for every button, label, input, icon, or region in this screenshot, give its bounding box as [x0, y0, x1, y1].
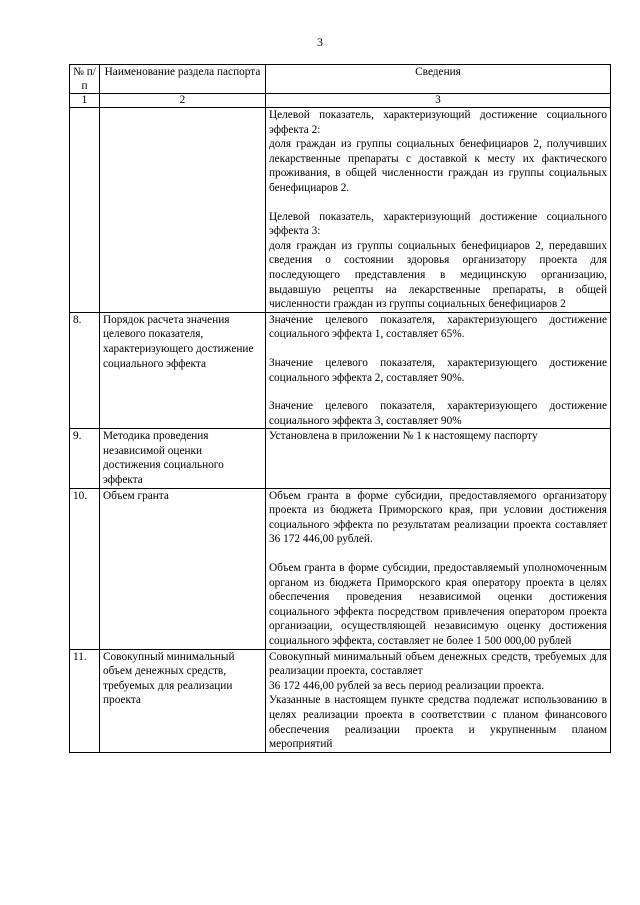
- table-row-11: [70, 649, 611, 752]
- row-num: 10.: [70, 488, 100, 649]
- info-paragraph: доля граждан из группы социальных бенефициаров 2, передавших сведения о состоянии здоровья организатору проекта для последующего представления в медицинскую организацию, выдавшую рецепты на лекарственные препараты, в общей численности граждан из группы социальных бенефициаров 2: [269, 239, 607, 311]
- row-info-cell: [266, 429, 611, 488]
- header-num: № п/п: [70, 65, 100, 94]
- passport-table: [69, 64, 611, 753]
- row-num: 9.: [70, 429, 100, 488]
- row-info-cell: [266, 312, 611, 429]
- row-info-cell: [266, 108, 611, 313]
- info-paragraph: Совокупный минимальный объем денежных средств, требуемых для реализации проекта, составляет: [269, 650, 607, 678]
- row-name: Методика проведения независимой оценки достижения социального эффекта: [100, 429, 266, 488]
- table-row-10: [70, 488, 611, 649]
- info-paragraph: Указанные в настоящем пункте средства подлежат использованию в целях реализации проекта в соответствии с планом финансового обеспечения реализации проекта и укрупненным планом мероприятий: [269, 694, 607, 751]
- table-row-continuation: [70, 108, 611, 313]
- info-paragraph: Установлена в приложении № 1 к настоящему паспорту: [269, 430, 538, 443]
- row-num-cell: [70, 108, 100, 313]
- row-name: Объем гранта: [100, 488, 266, 649]
- table-header-row: [70, 65, 611, 94]
- row-num: 11.: [70, 649, 100, 752]
- info-paragraph: Целевой показатель, характеризующий достижение социального эффекта 3:: [269, 210, 607, 238]
- row-name: Совокупный минимальный объем денежных средств, требуемых для реализации проекта: [100, 649, 266, 752]
- info-paragraph: Значение целевого показателя, характеризующего достижение социального эффекта 3, составляет 90%: [269, 400, 607, 427]
- row-num: 8.: [70, 312, 100, 429]
- header-name: Наименование раздела паспорта: [100, 65, 266, 94]
- info-paragraph: Целевой показатель, характеризующий достижение социального эффекта 2:: [269, 109, 607, 136]
- page-number: 3: [317, 35, 323, 49]
- row-info-cell: [266, 488, 611, 649]
- info-paragraph: Значение целевого показателя, характеризующего достижение социального эффекта 1, составляет 65%.: [269, 313, 607, 341]
- table-row-8: [70, 312, 611, 429]
- column-number-2: 2: [100, 94, 266, 108]
- info-paragraph: Объем гранта в форме субсидии, предоставляемого организатору проекта из бюджета Приморского края, при условии достижения социального эффекта по результатам реализации проекта составляет 36 172 446,00 рублей.: [269, 489, 607, 546]
- info-paragraph: Объем гранта в форме субсидии, предоставляемый уполномоченным органом из бюджета Приморского края оператору проекта в целях обеспечения проведения независимой оценки достижения социального эффекта посредством привлечения оператором проекта организации, осуществляющей независимую оценку достижения социального эффекта, составляет не более 1 500 000,00 рублей: [269, 562, 607, 647]
- column-number-3: 3: [266, 94, 611, 108]
- row-name-cell: [100, 108, 266, 313]
- column-number-row: [70, 94, 611, 108]
- info-paragraph: доля граждан из группы социальных бенефициаров 2, получивших лекарственные препараты с доставкой к месту их фактического проживания, в общей численности граждан из группы социальных бенефициаров 2.: [269, 138, 607, 194]
- info-paragraph: Значение целевого показателя, характеризующего достижение социального эффекта 2, составляет 90%.: [269, 356, 607, 384]
- column-number-1: 1: [70, 94, 100, 108]
- table-row-9: [70, 429, 611, 488]
- row-name: Порядок расчета значения целевого показателя, характеризующего достижение социального эффекта: [100, 312, 266, 429]
- header-info: Сведения: [266, 65, 611, 94]
- row-info-cell: [266, 649, 611, 752]
- info-paragraph: 36 172 446,00 рублей за весь период реализации проекта.: [269, 679, 545, 692]
